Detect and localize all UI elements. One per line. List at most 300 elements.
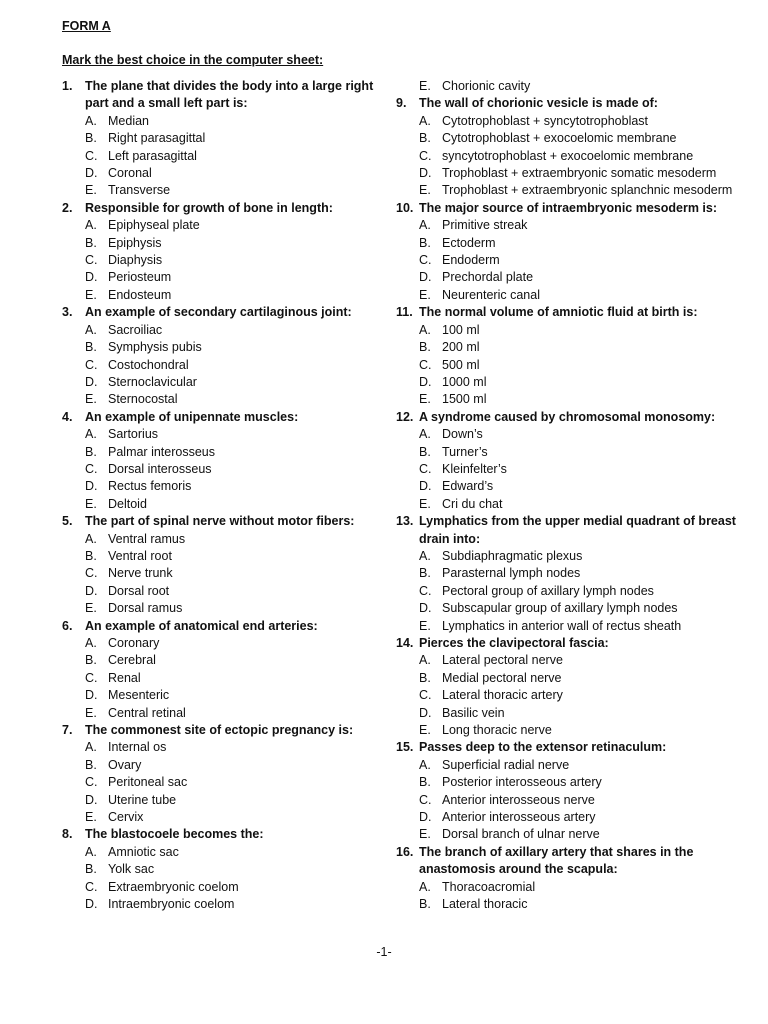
question-text: Lymphatics from the upper medial quadrant of breast drain into: (419, 514, 736, 546)
answer-option (396, 148, 741, 165)
question-number: 14. (396, 636, 414, 650)
answer-option (396, 322, 741, 339)
answer-option (62, 148, 392, 165)
option-text: Dorsal ramus (108, 601, 183, 616)
option-letter: C. (85, 461, 98, 476)
option-text: Epiphysis (108, 235, 162, 250)
option-text: Ectoderm (442, 235, 496, 250)
option-text: Dorsal branch of ulnar nerve (442, 827, 600, 842)
option-letter: A. (85, 218, 97, 233)
answer-option (62, 269, 392, 286)
option-letter: B. (419, 775, 431, 790)
option-letter: E. (85, 810, 97, 825)
question (62, 722, 392, 826)
question-number: 3. (62, 305, 73, 320)
option-text: Anterior interosseous artery (442, 810, 596, 825)
option-letter: B. (85, 653, 97, 668)
option-letter: D. (85, 583, 98, 598)
option-text: Trophoblast + extraembryonic splanchnic mesoderm (442, 183, 733, 198)
option-letter: B. (85, 131, 97, 146)
option-text: Lateral thoracic (442, 897, 528, 912)
answer-option (396, 652, 741, 669)
question-text: Responsible for growth of bone in length: (85, 200, 333, 215)
question-stem (62, 513, 392, 530)
option-letter: A. (85, 844, 97, 859)
question-text: An example of anatomical end arteries: (85, 618, 318, 633)
answer-option (62, 531, 392, 548)
answer-option (396, 600, 741, 617)
option-letter: A. (85, 636, 97, 650)
question-text: An example of unipennate muscles: (85, 409, 299, 424)
option-letter: A. (85, 322, 97, 337)
option-text: Renal (108, 670, 141, 685)
continued-option (396, 78, 741, 95)
question (62, 200, 392, 304)
answer-option (396, 792, 741, 809)
option-text: Nerve trunk (108, 566, 173, 581)
question-text: The plane that divides the body into a large right part and a small left part is: (85, 79, 374, 111)
answer-option (396, 478, 741, 495)
answer-option (396, 165, 741, 182)
question-number: 5. (62, 514, 73, 529)
question (62, 78, 392, 200)
option-text: Ovary (108, 757, 142, 772)
question (396, 200, 741, 304)
question-number: 4. (62, 409, 73, 424)
option-text: Diaphysis (108, 253, 163, 268)
option-text: Internal os (108, 740, 167, 755)
right-column (396, 78, 741, 914)
option-text: Down’s (442, 427, 483, 442)
answer-option (62, 861, 392, 878)
option-letter: E. (419, 618, 431, 633)
option-text: Lateral pectoral nerve (442, 653, 563, 668)
answer-option (62, 217, 392, 234)
question (396, 409, 741, 513)
option-text: Peritoneal sac (108, 775, 188, 790)
option-text: 500 ml (442, 357, 480, 372)
option-text: Ventral root (108, 548, 172, 563)
question-text: The major source of intraembryonic mesoderm is: (419, 200, 717, 215)
question (62, 513, 392, 617)
option-letter: C. (419, 357, 432, 372)
option-text: Prechordal plate (442, 270, 534, 285)
option-text: Amniotic sac (108, 844, 179, 859)
option-text: Endoderm (442, 253, 500, 268)
option-letter: E. (419, 723, 431, 738)
question-stem (62, 826, 392, 843)
option-text: Medial pectoral nerve (442, 670, 562, 685)
option-text: 100 ml (442, 322, 480, 337)
question (62, 409, 392, 513)
question-stem (396, 844, 741, 879)
question-number: 7. (62, 723, 73, 738)
option-letter: C. (419, 148, 432, 163)
answer-option (396, 705, 741, 722)
option-letter: D. (85, 792, 98, 807)
option-letter: C. (419, 583, 432, 598)
question (62, 826, 392, 913)
question-number: 11. (396, 305, 413, 320)
option-text: Uterine tube (108, 792, 177, 807)
option-letter: C. (85, 253, 98, 268)
answer-option (396, 426, 741, 443)
option-text: Cytotrophoblast + syncytotrophoblast (442, 113, 649, 128)
answer-option (62, 896, 392, 913)
answer-option (396, 670, 741, 687)
answer-option (62, 774, 392, 791)
option-letter: B. (85, 444, 97, 459)
question (396, 95, 741, 199)
option-text: Cytotrophoblast + exocoelomic membrane (442, 131, 677, 146)
option-letter: B. (419, 897, 431, 912)
option-text: Lateral thoracic artery (442, 688, 563, 703)
question-stem (62, 78, 392, 113)
option-text: Lymphatics in anterior wall of rectus sheath (442, 618, 682, 633)
option-letter: E. (85, 183, 97, 198)
option-letter: B. (419, 444, 431, 459)
answer-option (396, 182, 741, 199)
question-text: Passes deep to the extensor retinaculum: (419, 740, 667, 755)
option-text: Mesenteric (108, 688, 170, 703)
option-letter: C. (85, 670, 98, 685)
option-text: Intraembryonic coelom (108, 897, 235, 912)
answer-option (396, 374, 741, 391)
question (396, 513, 741, 635)
answer-option (396, 722, 741, 739)
option-text: Central retinal (108, 705, 186, 720)
option-text: Deltoid (108, 496, 147, 511)
option-letter: E. (419, 79, 431, 93)
question-stem (396, 409, 741, 426)
option-letter: B. (85, 340, 97, 355)
option-letter: B. (85, 862, 97, 877)
option-text: Trophoblast + extraembryonic somatic mesoderm (442, 166, 717, 181)
answer-option (396, 130, 741, 147)
option-letter: E. (419, 287, 431, 302)
answer-option (62, 478, 392, 495)
option-text: Anterior interosseous nerve (442, 792, 595, 807)
option-letter: C. (85, 566, 98, 581)
question (396, 635, 741, 739)
answer-option (62, 322, 392, 339)
answer-option (62, 374, 392, 391)
answer-option (62, 357, 392, 374)
answer-option (62, 635, 392, 652)
option-text: Kleinfelter’s (442, 461, 507, 476)
option-text: Epiphyseal plate (108, 218, 200, 233)
answer-option (62, 287, 392, 304)
question-number: 16. (396, 844, 414, 859)
answer-option (62, 739, 392, 756)
question (62, 618, 392, 722)
question-text: Pierces the clavipectoral fascia: (419, 636, 609, 650)
option-letter: E. (85, 601, 97, 616)
option-text: Coronary (108, 636, 160, 650)
answer-option (62, 757, 392, 774)
option-letter: B. (85, 757, 97, 772)
option-letter: E. (85, 496, 97, 511)
option-letter: D. (85, 479, 98, 494)
option-letter: D. (419, 601, 432, 616)
option-letter: C. (85, 775, 98, 790)
option-letter: D. (85, 166, 98, 181)
answer-option (62, 496, 392, 513)
option-letter: C. (419, 253, 432, 268)
option-letter: D. (419, 270, 432, 285)
answer-option (396, 217, 741, 234)
answer-option (396, 618, 741, 635)
option-text: Subdiaphragmatic plexus (442, 548, 583, 563)
question-text: A syndrome caused by chromosomal monosomy: (419, 409, 716, 424)
answer-option (62, 583, 392, 600)
question-text: The commonest site of ectopic pregnancy is: (85, 723, 354, 738)
option-text: Cri du chat (442, 496, 503, 511)
answer-option (62, 252, 392, 269)
answer-option (396, 757, 741, 774)
option-letter: A. (419, 548, 431, 563)
answer-option (396, 826, 741, 843)
answer-option (396, 548, 741, 565)
option-text: Yolk sac (108, 862, 155, 877)
option-text: Long thoracic nerve (442, 723, 552, 738)
option-letter: B. (85, 548, 97, 563)
option-text: Primitive streak (442, 218, 528, 233)
option-text: Periosteum (108, 270, 172, 285)
answer-option (62, 600, 392, 617)
answer-option (62, 182, 392, 199)
option-text: Dorsal interosseus (108, 461, 212, 476)
question-number: 8. (62, 827, 73, 842)
option-letter: C. (85, 879, 98, 894)
question-stem (62, 200, 392, 217)
option-text: Symphysis pubis (108, 340, 202, 355)
option-letter: E. (85, 287, 97, 302)
answer-option (396, 583, 741, 600)
option-letter: C. (419, 792, 432, 807)
option-text: Rectus femoris (108, 479, 192, 494)
question (62, 304, 392, 408)
option-text: Left parasagittal (108, 148, 197, 163)
answer-option (62, 130, 392, 147)
page-number: -1- (376, 945, 392, 959)
question-stem (396, 304, 741, 321)
answer-option (62, 844, 392, 861)
option-letter: B. (419, 670, 431, 685)
option-letter: E. (419, 183, 431, 198)
option-text: Sartorius (108, 427, 159, 442)
answer-option (396, 461, 741, 478)
option-letter: E. (419, 392, 431, 407)
question-number: 13. (396, 514, 414, 529)
option-letter: A. (419, 113, 431, 128)
option-letter: C. (419, 461, 432, 476)
answer-option (62, 705, 392, 722)
question-text: An example of secondary cartilaginous joint: (85, 305, 352, 320)
option-letter: D. (419, 374, 432, 389)
question-number: 10. (396, 200, 414, 215)
answer-option (396, 896, 741, 913)
option-letter: B. (419, 235, 431, 250)
answer-option (62, 426, 392, 443)
option-letter: A. (419, 322, 431, 337)
question-stem (396, 95, 741, 112)
answer-option (62, 444, 392, 461)
answer-option (396, 809, 741, 826)
question (396, 739, 741, 843)
option-text: Neurenteric canal (442, 287, 540, 302)
option-letter: A. (85, 113, 97, 128)
option-letter: D. (85, 897, 98, 912)
option-text: 1500 ml (442, 392, 487, 407)
answer-option (62, 235, 392, 252)
option-letter: C. (85, 357, 98, 372)
option-text: Transverse (108, 183, 171, 198)
option-text: Coronal (108, 166, 152, 181)
option-text: Ventral ramus (108, 531, 186, 546)
option-letter: A. (85, 427, 97, 442)
answer-option (396, 565, 741, 582)
left-column (62, 78, 392, 914)
option-text: Cerebral (108, 653, 156, 668)
question-number: 9. (396, 96, 407, 111)
answer-option (396, 687, 741, 704)
answer-option (396, 391, 741, 408)
option-letter: A. (419, 653, 431, 668)
answer-option (62, 391, 392, 408)
option-text: Sacroiliac (108, 322, 163, 337)
option-text: 200 ml (442, 340, 480, 355)
answer-option (62, 461, 392, 478)
instructions: Mark the best choice in the computer sheet: (62, 53, 324, 67)
option-letter: B. (85, 235, 97, 250)
option-text: Palmar interosseus (108, 444, 215, 459)
option-text: syncytotrophoblast + exocoelomic membrane (442, 148, 694, 163)
option-letter: D. (419, 705, 432, 720)
answer-option (62, 339, 392, 356)
answer-option (62, 809, 392, 826)
answer-option (396, 269, 741, 286)
option-text: Thoracoacromial (442, 879, 536, 894)
option-letter: E. (419, 827, 431, 842)
option-letter: E. (85, 392, 97, 407)
option-text: Edward’s (442, 479, 494, 494)
answer-option (396, 774, 741, 791)
option-letter: D. (419, 810, 432, 825)
question-stem (62, 722, 392, 739)
question-stem (396, 513, 741, 548)
answer-option (396, 879, 741, 896)
option-text: Pectoral group of axillary lymph nodes (442, 583, 654, 598)
answer-option (62, 565, 392, 582)
option-letter: A. (419, 218, 431, 233)
question-stem (396, 635, 741, 652)
question-stem (396, 739, 741, 756)
option-letter: D. (419, 479, 432, 494)
option-letter: A. (85, 531, 97, 546)
option-letter: A. (419, 879, 431, 894)
question-text: The part of spinal nerve without motor fibers: (85, 514, 355, 529)
answer-option (62, 792, 392, 809)
answer-option (62, 879, 392, 896)
answer-option (396, 339, 741, 356)
option-text: Cervix (108, 810, 144, 825)
question-stem (62, 618, 392, 635)
option-text: Right parasagittal (108, 131, 206, 146)
question-number: 2. (62, 200, 73, 215)
question (396, 304, 741, 408)
option-letter: B. (419, 340, 431, 355)
option-text: Extraembryonic coelom (108, 879, 239, 894)
question-number: 6. (62, 618, 73, 633)
question-text: The blastocoele becomes the: (85, 827, 264, 842)
option-text: Chorionic cavity (442, 79, 531, 93)
option-text: Sternoclavicular (108, 374, 197, 389)
option-text: Posterior interosseous artery (442, 775, 602, 790)
answer-option (62, 548, 392, 565)
option-letter: D. (85, 270, 98, 285)
option-letter: C. (419, 688, 432, 703)
question-text: The normal volume of amniotic fluid at birth is: (419, 305, 698, 320)
answer-option (62, 687, 392, 704)
form-title: FORM A (62, 19, 111, 33)
option-letter: D. (85, 688, 98, 703)
option-letter: D. (85, 374, 98, 389)
option-letter: D. (419, 166, 432, 181)
question-stem (62, 304, 392, 321)
option-text: Subscapular group of axillary lymph nodes (442, 601, 678, 616)
option-letter: C. (85, 148, 98, 163)
option-letter: E. (85, 705, 97, 720)
question-number: 12. (396, 409, 414, 424)
question-number: 1. (62, 79, 73, 93)
question-stem (396, 200, 741, 217)
option-text: Median (108, 113, 149, 128)
answer-option (62, 670, 392, 687)
option-text: Basilic vein (442, 705, 505, 720)
answer-option (396, 235, 741, 252)
answer-option (62, 113, 392, 130)
option-text: Endosteum (108, 287, 172, 302)
answer-option (62, 652, 392, 669)
answer-option (396, 287, 741, 304)
answer-option (396, 113, 741, 130)
option-text: 1000 ml (442, 374, 487, 389)
question-text: The wall of chorionic vesicle is made of: (419, 96, 658, 111)
question-number: 15. (396, 740, 414, 755)
answer-option (396, 357, 741, 374)
option-letter: A. (419, 757, 431, 772)
option-text: Parasternal lymph nodes (442, 566, 581, 581)
answer-option (396, 252, 741, 269)
option-text: Dorsal root (108, 583, 170, 598)
option-letter: B. (419, 566, 431, 581)
option-text: Superficial radial nerve (442, 757, 570, 772)
answer-option (396, 496, 741, 513)
option-text: Costochondral (108, 357, 189, 372)
question (396, 844, 741, 914)
option-letter: B. (419, 131, 431, 146)
option-text: Sternocostal (108, 392, 178, 407)
option-letter: A. (85, 740, 97, 755)
question-text: The branch of axillary artery that shares in the anastomosis around the scapula: (419, 844, 694, 877)
answer-option (396, 444, 741, 461)
answer-option (62, 165, 392, 182)
option-letter: E. (419, 496, 431, 511)
question-stem (62, 409, 392, 426)
option-letter: A. (419, 427, 431, 442)
option-text: Turner’s (442, 444, 488, 459)
